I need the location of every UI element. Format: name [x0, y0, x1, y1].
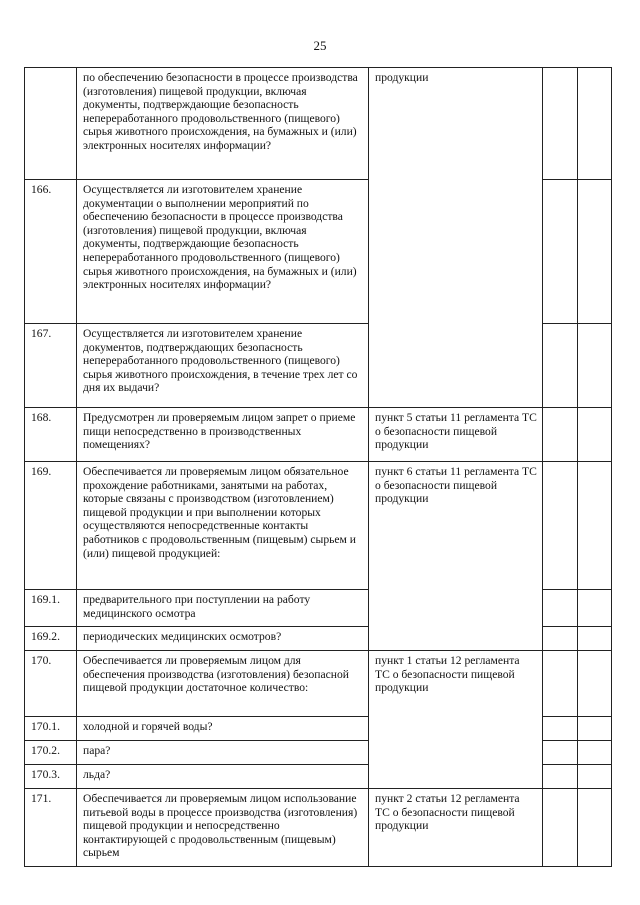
question-text: Осуществляется ли изготовителем хранение документации о выполнении мероприятий по обеспечению безопасности в процессе производства (изготовления) пищевой продукции, включая документы, подтверждающие безопасность непереработанного продовольственного (пищевого) сырья животного происхождения, на бумажных и (или) электронных носителях информации?	[77, 180, 369, 324]
row-number: 170.2.	[25, 741, 77, 765]
row-number: 167.	[25, 324, 77, 408]
answer-cell-yes[interactable]	[543, 590, 578, 627]
answer-cell-no[interactable]	[578, 462, 612, 590]
answer-cell-yes[interactable]	[543, 627, 578, 651]
reference-text: пункт 1 статьи 12 регламента ТС о безопасности пищевой продукции	[369, 651, 543, 789]
answer-cell-yes[interactable]	[543, 408, 578, 462]
row-number	[25, 68, 77, 180]
question-text: Предусмотрен ли проверяемым лицом запрет о приеме пищи непосредственно в производственных помещениях?	[77, 408, 369, 462]
answer-cell-no[interactable]	[578, 717, 612, 741]
question-text: Обеспечивается ли проверяемым лицом обязательное прохождение работниками, занятыми на работах, которые связаны с производством (изготовлением) пищевой продукции и при выполнении которых осуществляются непосредственные контакты работников с продовольственным (пищевым) сырьем и (или) пищевой продукцией:	[77, 462, 369, 590]
row-number: 171.	[25, 789, 77, 867]
answer-cell-yes[interactable]	[543, 651, 578, 717]
answer-cell-yes[interactable]	[543, 180, 578, 324]
answer-cell-yes[interactable]	[543, 717, 578, 741]
answer-cell-no[interactable]	[578, 180, 612, 324]
table-row	[25, 651, 612, 717]
answer-cell-yes[interactable]	[543, 68, 578, 180]
row-number: 170.	[25, 651, 77, 717]
page-number: 25	[313, 38, 327, 53]
question-text: холодной и горячей воды?	[77, 717, 369, 741]
reference-text: продукции	[369, 68, 543, 408]
question-text: льда?	[77, 765, 369, 789]
question-text: по обеспечению безопасности в процессе производства (изготовления) пищевой продукции, включая документы, подтверждающие безопасность непереработанного продовольственного (пищевого) сырья животного происхождения, на бумажных и (или) электронных носителях информации?	[77, 68, 369, 180]
question-text: пара?	[77, 741, 369, 765]
table-row	[25, 462, 612, 590]
answer-cell-no[interactable]	[578, 590, 612, 627]
row-number: 168.	[25, 408, 77, 462]
answer-cell-no[interactable]	[578, 789, 612, 867]
reference-text: пункт 2 статьи 12 регламента ТС о безопасности пищевой продукции	[369, 789, 543, 867]
reference-text: пункт 5 статьи 11 регламента ТС о безопасности пищевой продукции	[369, 408, 543, 462]
question-text: Осуществляется ли изготовителем хранение документов, подтверждающих безопасность непереработанного продовольственного (пищевого) сырья животного происхождения, в течение трех лет со дня их выдачи?	[77, 324, 369, 408]
reference-text: пункт 6 статьи 11 регламента ТС о безопасности пищевой продукции	[369, 462, 543, 651]
question-text: периодических медицинских осмотров?	[77, 627, 369, 651]
answer-cell-yes[interactable]	[543, 765, 578, 789]
answer-cell-no[interactable]	[578, 765, 612, 789]
row-number: 169.1.	[25, 590, 77, 627]
table-row	[25, 408, 612, 462]
answer-cell-no[interactable]	[578, 651, 612, 717]
table-row	[25, 68, 612, 180]
question-text: Обеспечивается ли проверяемым лицом для обеспечения производства (изготовления) безопасной пищевой продукции достаточное количество:	[77, 651, 369, 717]
answer-cell-yes[interactable]	[543, 462, 578, 590]
answer-cell-yes[interactable]	[543, 324, 578, 408]
row-number: 170.1.	[25, 717, 77, 741]
answer-cell-no[interactable]	[578, 741, 612, 765]
question-text: Обеспечивается ли проверяемым лицом использование питьевой воды в процессе производства (изготовления) пищевой продукции и непосредственно контактирующей с продовольственным (пищевым) сырьем	[77, 789, 369, 867]
answer-cell-no[interactable]	[578, 68, 612, 180]
checklist-table	[24, 67, 612, 867]
answer-cell-no[interactable]	[578, 324, 612, 408]
table-row	[25, 789, 612, 867]
row-number: 170.3.	[25, 765, 77, 789]
row-number: 169.	[25, 462, 77, 590]
answer-cell-no[interactable]	[578, 627, 612, 651]
row-number: 166.	[25, 180, 77, 324]
answer-cell-yes[interactable]	[543, 741, 578, 765]
row-number: 169.2.	[25, 627, 77, 651]
answer-cell-yes[interactable]	[543, 789, 578, 867]
answer-cell-no[interactable]	[578, 408, 612, 462]
question-text: предварительного при поступлении на работу медицинского осмотра	[77, 590, 369, 627]
